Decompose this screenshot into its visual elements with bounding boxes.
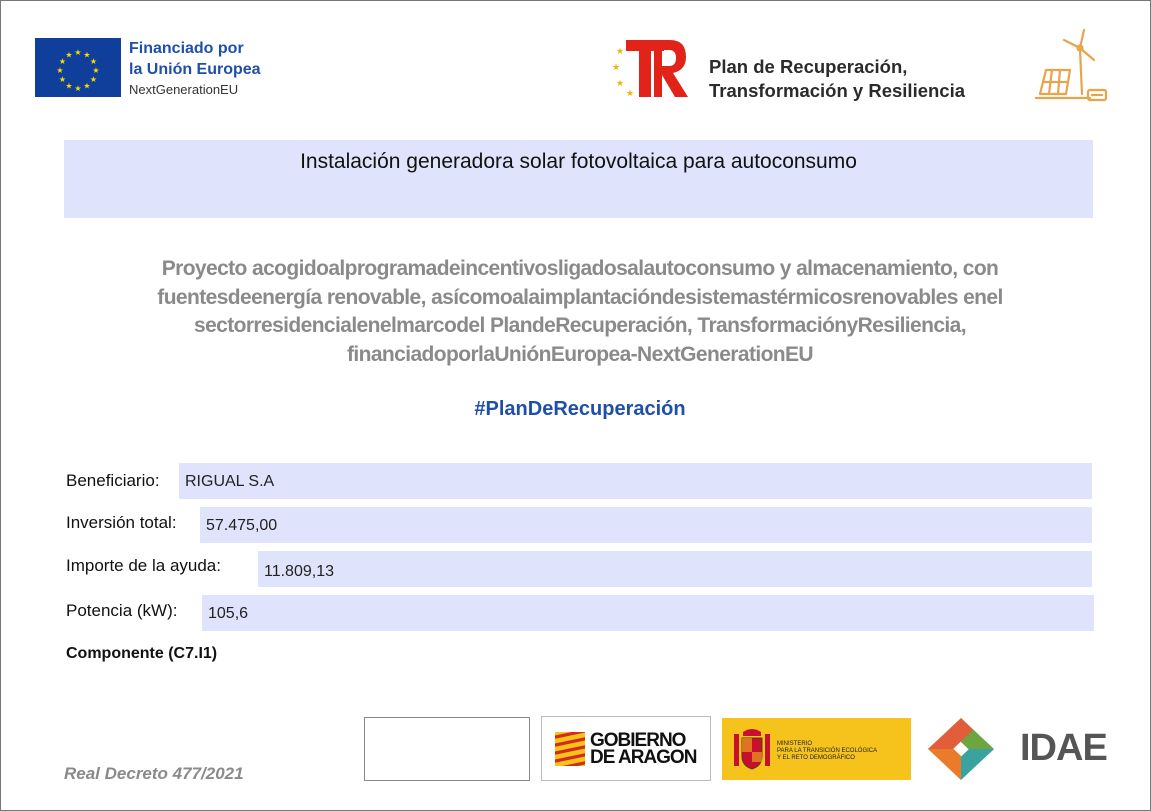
eu-line-1: Financiado por [129, 40, 244, 57]
blank-logo-box [364, 717, 530, 781]
ministry-line-2: PARA LA TRANSICIÓN ECOLÓGICA [777, 748, 878, 754]
investment-label: Inversión total: [66, 513, 177, 532]
description-line-2: fuentesdeenergía renovable, asícomoalaimplantacióndesistemastérmicosrenovables enel [157, 285, 1003, 309]
solar-wind-icon [1032, 28, 1112, 106]
svg-text:★: ★ [58, 57, 67, 66]
project-description [60, 255, 1100, 369]
idae-logo-icon [926, 716, 996, 782]
svg-text:★: ★ [616, 79, 625, 89]
tr-logo-icon [612, 36, 690, 100]
svg-text:★: ★ [616, 47, 625, 57]
aragon-flag-icon [555, 732, 585, 766]
beneficiary-label: Beneficiario: [66, 471, 160, 490]
decree-text: Real Decreto 477/2021 [64, 764, 244, 783]
aid-amount-field [258, 551, 1092, 587]
investment-value: 57.475,00 [206, 517, 278, 534]
eu-line-3: NextGenerationEU [129, 82, 239, 97]
aid-amount-value: 11.809,13 [264, 563, 334, 580]
power-label: Potencia (kW): [66, 601, 178, 620]
svg-text:★: ★ [89, 57, 98, 66]
description-line-1: Proyecto acogidoalprogramadeincentivosligadosalautoconsumo y almacenamiento, con [161, 257, 999, 280]
svg-text:★: ★ [56, 66, 64, 75]
hashtag: #PlanDeRecuperación [474, 398, 686, 420]
investment-field [200, 507, 1092, 543]
prtr-title [709, 55, 965, 103]
beneficiary-field [179, 463, 1092, 499]
description-line-4: financiadoporlaUniónEuropea-NextGenerationEU [347, 342, 813, 366]
aragon-line-1: GOBIERNO [590, 730, 686, 751]
svg-text:★: ★ [74, 48, 82, 57]
svg-text:★: ★ [83, 81, 91, 91]
component-label: Componente (C7.I1) [66, 645, 218, 662]
power-value: 105,6 [208, 605, 249, 622]
svg-text:★: ★ [92, 66, 100, 75]
svg-text:★: ★ [65, 50, 73, 60]
svg-text:★: ★ [74, 84, 82, 93]
prtr-line-2: Transformación y Resiliencia [709, 80, 966, 101]
ministry-line-1: MINISTERIO [777, 741, 813, 747]
svg-text:★: ★ [612, 63, 621, 73]
aragon-text [590, 732, 696, 766]
svg-text:★: ★ [83, 50, 91, 60]
ministry-text [777, 741, 877, 762]
svg-text:★: ★ [89, 75, 98, 84]
svg-text:★: ★ [626, 89, 635, 99]
ministry-line-3: Y EL RETO DEMOGRÁFICO [777, 755, 855, 761]
power-field [202, 595, 1094, 631]
prtr-line-1: Plan de Recuperación, [709, 56, 908, 77]
eu-line-2: la Unión Europea [129, 61, 261, 78]
idae-text: IDAE [1020, 727, 1107, 769]
beneficiary-value: RIGUAL S.A [185, 473, 275, 490]
aid-amount-label: Importe de la ayuda: [66, 556, 221, 575]
page-title: Instalación generadora solar fotovoltaica para autoconsumo [300, 150, 857, 173]
eu-flag-icon [35, 38, 121, 97]
aragon-line-2: DE ARAGON [590, 747, 697, 768]
svg-text:★: ★ [58, 75, 67, 84]
svg-text:★: ★ [65, 81, 73, 91]
spain-coat-of-arms-icon [731, 724, 773, 774]
description-line-3: sectorresidencialenelmarcodel PlandeRecuperación, TransformaciónyResiliencia, [194, 314, 966, 337]
eu-funding-text [129, 38, 261, 100]
